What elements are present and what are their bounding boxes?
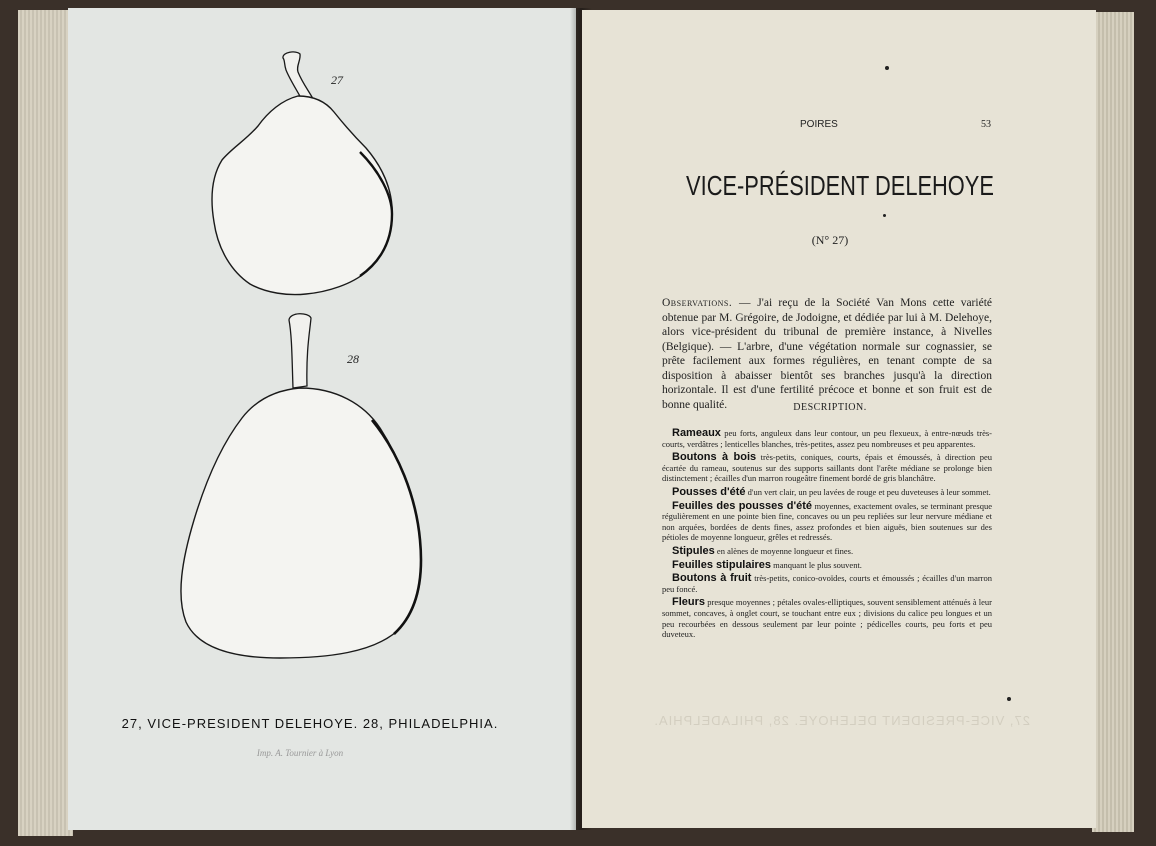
description-heading: DESCRIPTION. [793, 402, 867, 413]
description-text: moyennes, exactement ovales, se terminant presque régulièrement en une pointe bien fine, concaves ou un peu repliées sur leur nervure médiane et non arquées, bordées de dents fines, assez profondes et bien aiguës, bien soutenues sur des pétioles de moyenne longueur, grêles et redressés. [662, 500, 993, 543]
description-item [662, 501, 992, 543]
left-page-plate [68, 8, 576, 830]
figure-number-28: 28 [347, 352, 359, 366]
description-term: Feuilles des pousses d'été [672, 499, 812, 512]
description-text: en alènes de moyenne longueur et fines. [714, 545, 854, 556]
description-item [662, 487, 992, 498]
description-item [662, 546, 992, 557]
observations-paragraph [662, 296, 992, 412]
description-item [662, 597, 992, 639]
description-item [662, 573, 992, 594]
show-through-caption: 27, VICE-PRESIDENT DELEHOYE. 28, PHILADELPHIA. [653, 713, 1030, 728]
description-term: Fleurs [672, 596, 706, 609]
ink-speck [1007, 697, 1011, 701]
ink-speck [885, 66, 889, 70]
description-term: Boutons à bois [672, 451, 757, 464]
observations-text: J'ai reçu de la Société Van Mons cette variété obtenue par M. Grégoire, de Jodoigne, et dédiée par lui à M. Delehoye, alors vice-président du tribunal de première instance, à Nivelles (Belgique). — L'arbre, d'une végétation normale sur cognassier, se prête facilement aux formes régulières, en tenant compte de sa disposition à abaisser bientôt ses branches jusqu'à la direction horizontale. Il est d'une fertilité précoce et bonne et son fruit est de bonne qualité. [662, 297, 992, 411]
description-term: Rameaux [672, 427, 721, 439]
page-title: VICE-PRÉSIDENT DELEHOYE [686, 170, 994, 201]
observations-lead: Observations. — [662, 297, 752, 309]
description-item [662, 560, 992, 571]
ink-speck [883, 214, 886, 217]
description-text: très-petits, conico-ovoïdes, courts et émoussés ; écailles d'un marron peu foncé. [662, 573, 992, 594]
page-number: 53 [981, 119, 991, 130]
description-text: manquant le plus souvent. [771, 559, 862, 570]
right-page-text [582, 10, 1096, 828]
variety-number: (N° 27) [811, 233, 849, 247]
printer-imprint: Imp. A. Tournier à Lyon [256, 748, 344, 758]
description-term: Stipules [672, 544, 715, 557]
description-text: peu forts, anguleux dans leur contour, un peu flexueux, à entre-nœuds très-courts, verdâtres ; lenticelles blanches, très-petites, assez peu nombreuses et peu apparentes. [662, 428, 992, 449]
description-term: Boutons à fruit [672, 572, 752, 585]
page-edges-left [18, 10, 73, 836]
description-term: Feuilles stipulaires [672, 558, 772, 571]
description-list [662, 428, 992, 643]
description-term: Pousses d'été [672, 485, 746, 498]
description-item [662, 428, 992, 449]
figure-number-27: 27 [331, 73, 343, 87]
description-text: très-petits, coniques, courts, épais et émoussés, à direction peu écartée du rameau, soutenus sur des supports saillants dont l'arête médiane se prolonge bien distinctement ; écailles d'un marron rougeâtre finement bordé de gris blanchâtre. [662, 452, 992, 484]
plate-caption: 27, VICE-PRESIDENT DELEHOYE. 28, PHILADELPHIA. [121, 716, 499, 731]
description-text: presque moyennes ; pétales ovales-elliptiques, souvent sensiblement atténués à leur sommet, concaves, à onglet court, se touchant entre eux ; divisions du calice peu longues et un peu recourbées en dessous seulement par leur pointe ; pédicelles courts, peu forts et peu duveteux. [662, 597, 992, 640]
page-edges-right [1092, 12, 1134, 832]
running-title: POIRES [800, 119, 838, 130]
description-text: d'un vert clair, un peu lavées de rouge et peu duveteuses à leur sommet. [745, 486, 991, 497]
description-item [662, 452, 992, 484]
